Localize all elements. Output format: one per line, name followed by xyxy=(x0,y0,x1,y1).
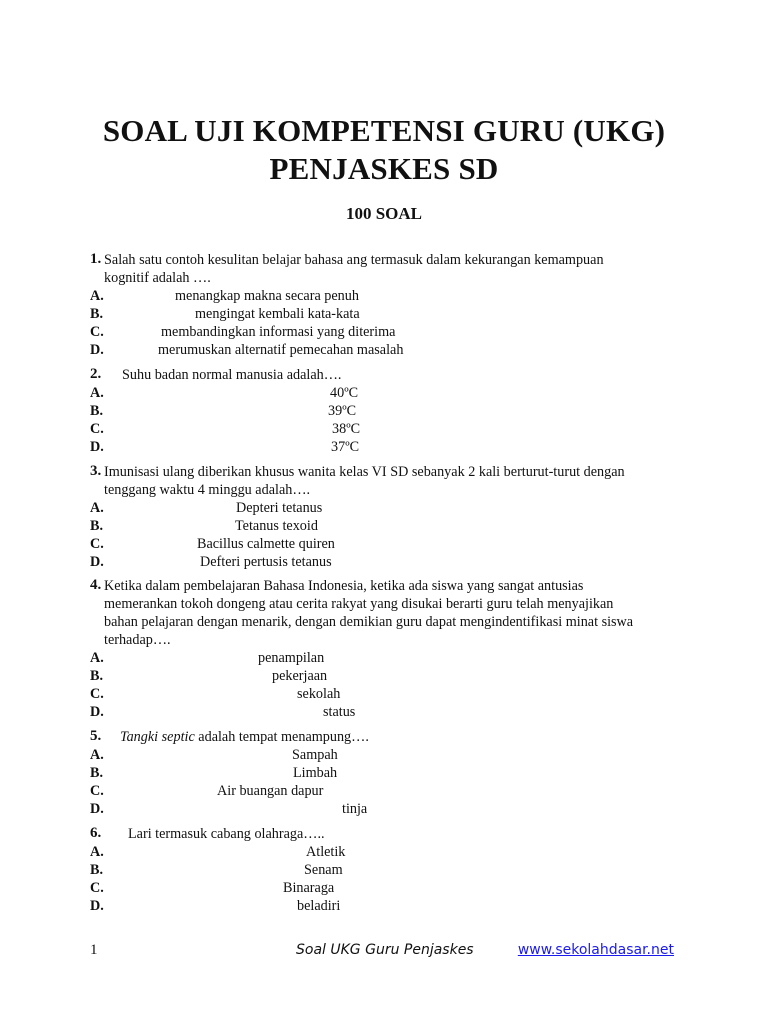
option-letter: A. xyxy=(90,747,104,763)
option-a xyxy=(90,649,680,667)
option-c xyxy=(90,420,680,438)
option-text: Air buangan dapur xyxy=(217,783,324,799)
option-letter: B. xyxy=(90,668,104,684)
option-a xyxy=(90,384,680,402)
option-letter: D. xyxy=(90,704,104,720)
question-text: Salah satu contoh kesulitan belajar bahasa ang termasuk dalam kekurangan kemampuan xyxy=(104,252,604,268)
question-number: 4. xyxy=(90,577,102,593)
option-d xyxy=(90,553,680,571)
option-text: Defteri pertusis tetanus xyxy=(200,554,332,570)
question-number: 3. xyxy=(90,463,102,479)
question-text: Lari termasuk cabang olahraga….. xyxy=(128,826,325,842)
option-text: 40ºC xyxy=(330,385,359,401)
option-text: pekerjaan xyxy=(272,668,328,684)
question-text-cont: tenggang waktu 4 minggu adalah…. xyxy=(104,482,311,498)
question-number: 1. xyxy=(90,251,102,267)
option-text: 38ºC xyxy=(332,421,361,437)
option-letter: A. xyxy=(90,650,104,666)
option-text: tinja xyxy=(342,801,368,817)
option-letter: A. xyxy=(90,844,104,860)
question-3 xyxy=(90,463,680,571)
question-text-cont: terhadap…. xyxy=(104,632,171,648)
option-letter: B. xyxy=(90,518,104,534)
option-a xyxy=(90,843,680,861)
question-text-cont: kognitif adalah …. xyxy=(104,270,211,286)
option-text: status xyxy=(323,704,356,720)
page-number: 1 xyxy=(90,942,98,958)
option-text: penampilan xyxy=(258,650,325,666)
option-letter: B. xyxy=(90,306,104,322)
option-text: sekolah xyxy=(297,686,341,702)
option-letter: A. xyxy=(90,385,104,401)
option-text: Binaraga xyxy=(283,880,335,896)
option-a xyxy=(90,499,680,517)
option-a xyxy=(90,287,680,305)
option-b xyxy=(90,402,680,420)
option-text: beladiri xyxy=(297,898,341,914)
option-letter: B. xyxy=(90,403,104,419)
option-c xyxy=(90,685,680,703)
option-letter: C. xyxy=(90,421,104,437)
option-letter: C. xyxy=(90,536,104,552)
option-c xyxy=(90,535,680,553)
option-letter: D. xyxy=(90,898,104,914)
question-number: 5. xyxy=(90,728,102,744)
option-text: membandingkan informasi yang diterima xyxy=(161,324,396,340)
option-letter: D. xyxy=(90,801,104,817)
page-subtitle: 100 SOAL xyxy=(345,204,423,223)
question-5 xyxy=(90,728,680,818)
option-text: 39ºC xyxy=(328,403,357,419)
option-b xyxy=(90,764,680,782)
option-d xyxy=(90,341,680,359)
question-text: Ketika dalam pembelajaran Bahasa Indonesia, ketika ada siswa yang sangat antusias xyxy=(104,578,584,594)
page-title: SOAL UJI KOMPETENSI GURU (UKG) xyxy=(102,113,666,148)
option-letter: C. xyxy=(90,783,104,799)
question-text-cont: bahan pelajaran dengan menarik, dengan demikian guru dapat mengindentifikasi minat siswa xyxy=(104,614,634,630)
option-letter: C. xyxy=(90,324,104,340)
option-letter: D. xyxy=(90,554,104,570)
option-text: Bacillus calmette quiren xyxy=(197,536,335,552)
option-letter: D. xyxy=(90,439,104,455)
page-title-line2: PENJASKES SD xyxy=(269,151,499,186)
option-text: Tetanus texoid xyxy=(235,518,318,534)
option-b xyxy=(90,861,680,879)
option-d xyxy=(90,438,680,456)
option-b xyxy=(90,667,680,685)
option-b xyxy=(90,517,680,535)
option-letter: B. xyxy=(90,765,104,781)
footer-title: Soal UKG Guru Penjaskes xyxy=(296,942,474,958)
option-text: Atletik xyxy=(306,844,346,860)
option-c xyxy=(90,323,680,341)
question-4 xyxy=(90,577,680,721)
option-c xyxy=(90,879,680,897)
question-number: 2. xyxy=(90,366,102,382)
option-text: 37ºC xyxy=(331,439,360,455)
option-text: menangkap makna secara penuh xyxy=(175,288,359,304)
option-text: Senam xyxy=(304,862,343,878)
question-2 xyxy=(90,366,680,456)
option-text: Limbah xyxy=(293,765,338,781)
option-b xyxy=(90,305,680,323)
option-letter: A. xyxy=(90,500,104,516)
website-link[interactable]: www.sekolahdasar.net xyxy=(517,942,674,958)
option-d xyxy=(90,897,680,915)
page-footer xyxy=(90,942,680,962)
question-6 xyxy=(90,825,680,915)
question-text xyxy=(120,728,369,746)
option-a xyxy=(90,746,680,764)
option-text: Depteri tetanus xyxy=(236,500,323,516)
question-italic-term: Tangki septic xyxy=(120,729,195,745)
question-1 xyxy=(90,251,680,359)
option-letter: A. xyxy=(90,288,104,304)
option-letter: C. xyxy=(90,880,104,896)
option-letter: C. xyxy=(90,686,104,702)
option-letter: D. xyxy=(90,342,104,358)
question-text: Imunisasi ulang diberikan khusus wanita kelas VI SD sebanyak 2 kali berturut-turut dengan xyxy=(104,464,625,480)
question-text: Suhu badan normal manusia adalah…. xyxy=(122,367,342,383)
question-text-rest: adalah tempat menampung…. xyxy=(194,729,369,745)
option-text: merumuskan alternatif pemecahan masalah xyxy=(158,342,404,358)
question-text-cont: memerankan tokoh dongeng atau cerita rakyat yang disukai berarti guru telah menyajikan xyxy=(104,596,614,612)
option-letter: B. xyxy=(90,862,104,878)
option-d xyxy=(90,703,680,721)
option-d xyxy=(90,800,680,818)
option-text: mengingat kembali kata-kata xyxy=(195,306,360,322)
option-c xyxy=(90,782,680,800)
option-text: Sampah xyxy=(292,747,338,763)
question-number: 6. xyxy=(90,825,102,841)
